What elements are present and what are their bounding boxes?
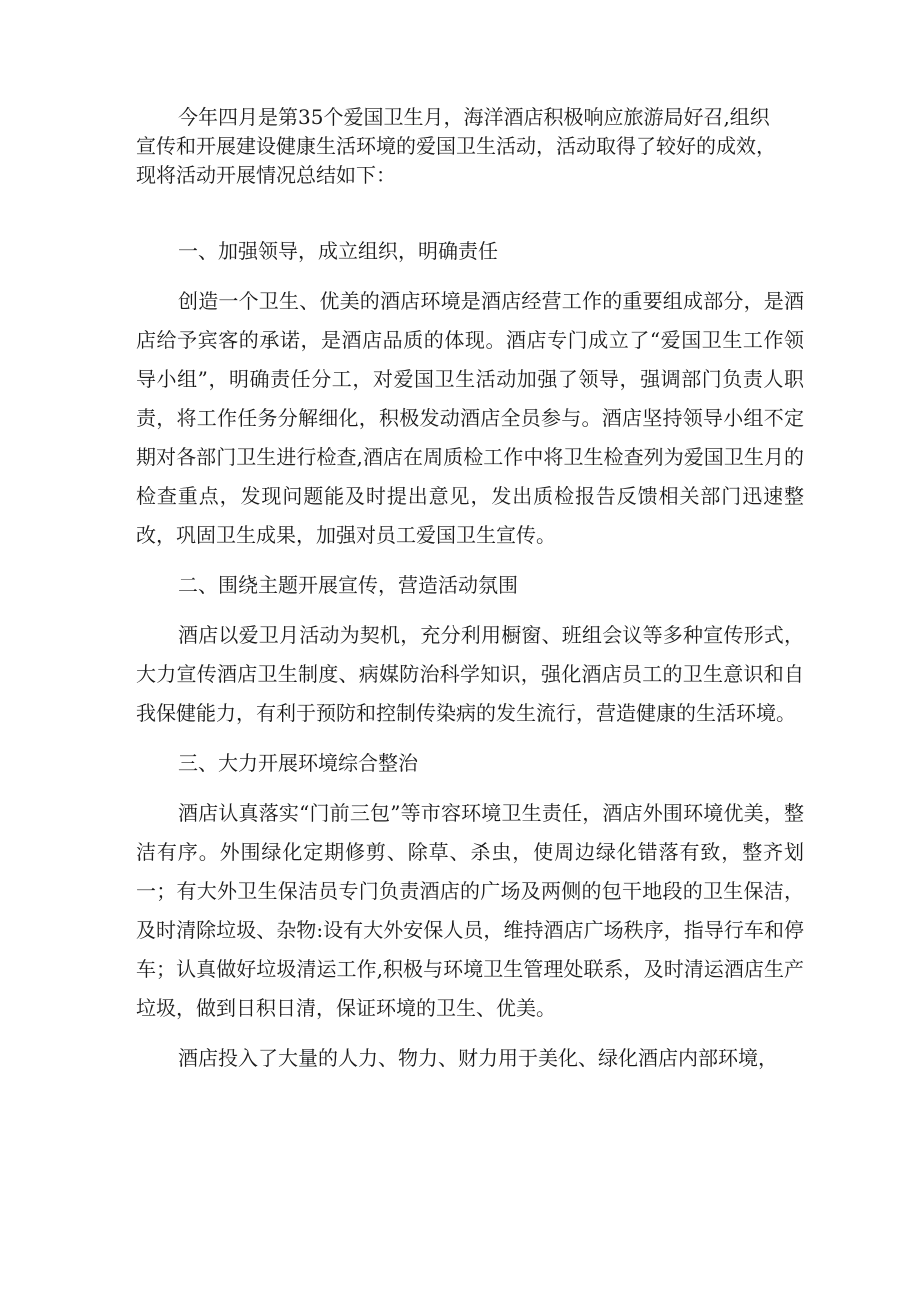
- section-heading: 一、加强领导，成立组织，明确责任: [178, 239, 498, 263]
- section-heading: 二、围绕主题开展宣传，营造活动氛围: [178, 573, 518, 597]
- section-paragraph: 酒店投入了大量的人力、物力、财力用于美化、绿化酒店内部环境，: [178, 1046, 778, 1070]
- section-heading: 三、大力开展环境综合整治: [178, 751, 418, 775]
- section-paragraph: 酒店以爱卫月活动为契机，充分利用橱窗、班组会议等多种宣传形式，大力宣传酒店卫生制度、病媒防治科学知识，强化酒店员工的卫生意识和自我保健能力，有利于预防和控制传染病的发生流行，营造健康的生活环境。: [136, 623, 804, 725]
- section-paragraph: 创造一个卫生、优美的酒店环境是酒店经营工作的重要组成部分，是酒店给予宾客的承诺，是酒店品质的体现。酒店专门成立了“爱国卫生工作领导小组”，明确责任分工，对爱国卫生活动加强了领导，强调部门负责人职责，将工作任务分解细化，积极发动酒店全员参与。酒店坚持领导小组不定期对各部门卫生进行检查,酒店在周质检工作中将卫生检查列为爱国卫生月的检查重点，发现问题能及时提出意见，发出质检报告反馈相关部门迅速整改，巩固卫生成果，加强对员工爱国卫生宣传。: [136, 289, 804, 547]
- intro-paragraph: 今年四月是第35个爱国卫生月，海洋酒店积极响应旅游局好召,组织宣传和开展建设健康生活环境的爱国卫生活动，活动取得了较好的成效，现将活动开展情况总结如下：: [136, 105, 776, 187]
- document-body: [136, 232, 804, 1089]
- section-paragraph: 酒店认真落实“门前三包”等市容环境卫生责任，酒店外围环境优美，整洁有序。外围绿化定期修剪、除草、杀虫，使周边绿化错落有致，整齐划一；有大外卫生保洁员专门负责酒店的广场及两侧的包干地段的卫生保洁，及时清除垃圾、杂物:设有大外安保人员，维持酒店广场秩序，指导行车和停车；认真做好垃圾清运工作,积极与环境卫生管理处联系，及时清运酒店生产垃圾，做到日积日清，保证环境的卫生、优美。: [136, 801, 804, 1020]
